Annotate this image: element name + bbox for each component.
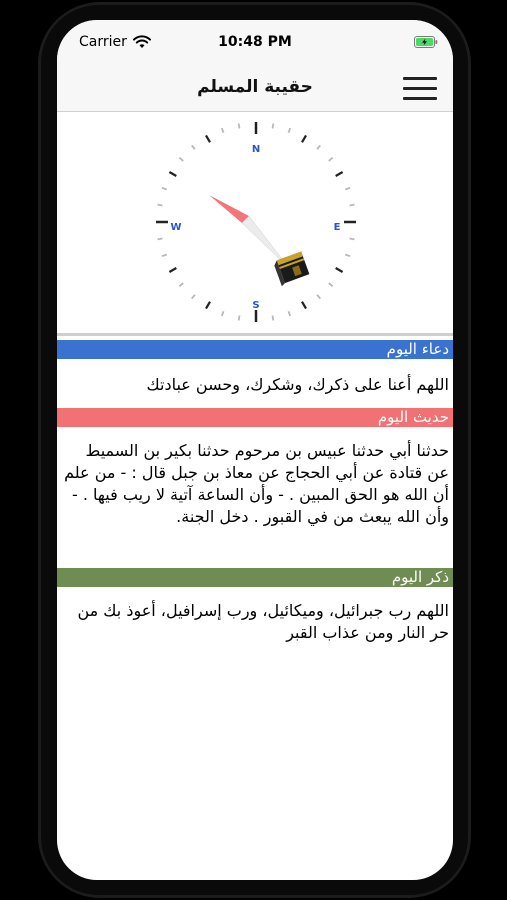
compass-tick [192,295,195,299]
compass-tick [288,128,290,133]
compass-south-label: S [252,300,260,311]
compass-tick [239,316,240,321]
compass-tick [329,283,333,286]
compass-tick [239,124,240,129]
daily-dua-header: دعاء اليوم [57,340,453,359]
compass-tick [206,302,210,309]
compass-tick [206,135,210,142]
compass-east-label: E [333,222,341,233]
compass-tick [222,128,224,133]
daily-hadith-header: حديث اليوم [57,408,453,427]
compass-tick [179,158,183,161]
compass-tick [329,158,333,161]
compass-tick [302,135,306,142]
compass-tick [179,283,183,286]
compass-tick [158,238,163,239]
compass-tick [317,145,320,149]
daily-hadith-text: حدثنا أبي حدثنا عبيس بن مرحوم حدثنا بكير بن السميط عن قتادة عن أبي الحجاج عن معاذ بن جبل قال : - من علم أن الله هو الحق المبين . - وأن الساعة آتية لا ريب فيها . - وأن الله يبعث من في القبور . دخل الجنة. [64,441,449,526]
navigation-bar [57,64,453,112]
compass-tick [302,302,306,309]
status-time: 10:48 PM [218,34,292,50]
compass-tick [272,316,273,321]
compass-needle-red [209,195,249,223]
compass-tick [169,268,176,272]
menu-icon-line [403,97,437,100]
compass-tick [192,145,195,149]
daily-dhikr-text: اللهم رب جبرائيل، وميكائيل، ورب إسرافيل، أعوذ بك من حر النار ومن عذاب القبر [77,601,449,642]
compass-tick [162,254,167,256]
status-bar [57,20,453,64]
menu-icon-line [403,87,437,90]
compass-divider [57,333,453,336]
compass-tick [345,188,350,190]
compass-tick [350,238,355,239]
daily-dua-text: اللهم أعنا على ذكرك، وشكرك، وحسن عبادتك [146,375,449,394]
compass-tick [162,188,167,190]
compass-tick [158,205,163,206]
qibla-compass [57,112,453,332]
compass-dial [145,112,367,332]
hamburger-menu-button[interactable] [397,72,441,104]
daily-dhikr-header: ذكر اليوم [57,568,453,587]
carrier-label: Carrier [79,34,127,50]
compass-tick [317,295,320,299]
compass-tick [272,124,273,129]
compass-west-label: W [170,222,182,233]
compass-tick [336,268,343,272]
battery-charging-icon [414,36,438,48]
compass-tick [169,172,176,176]
page-title: حقيبة المسلم [197,77,313,97]
compass-tick [336,172,343,176]
compass-tick [288,311,290,316]
compass-tick [350,205,355,206]
compass-north-label: N [251,144,261,155]
menu-icon-line [403,77,437,80]
compass-tick [222,311,224,316]
app-screen [57,20,453,880]
compass-tick [345,254,350,256]
